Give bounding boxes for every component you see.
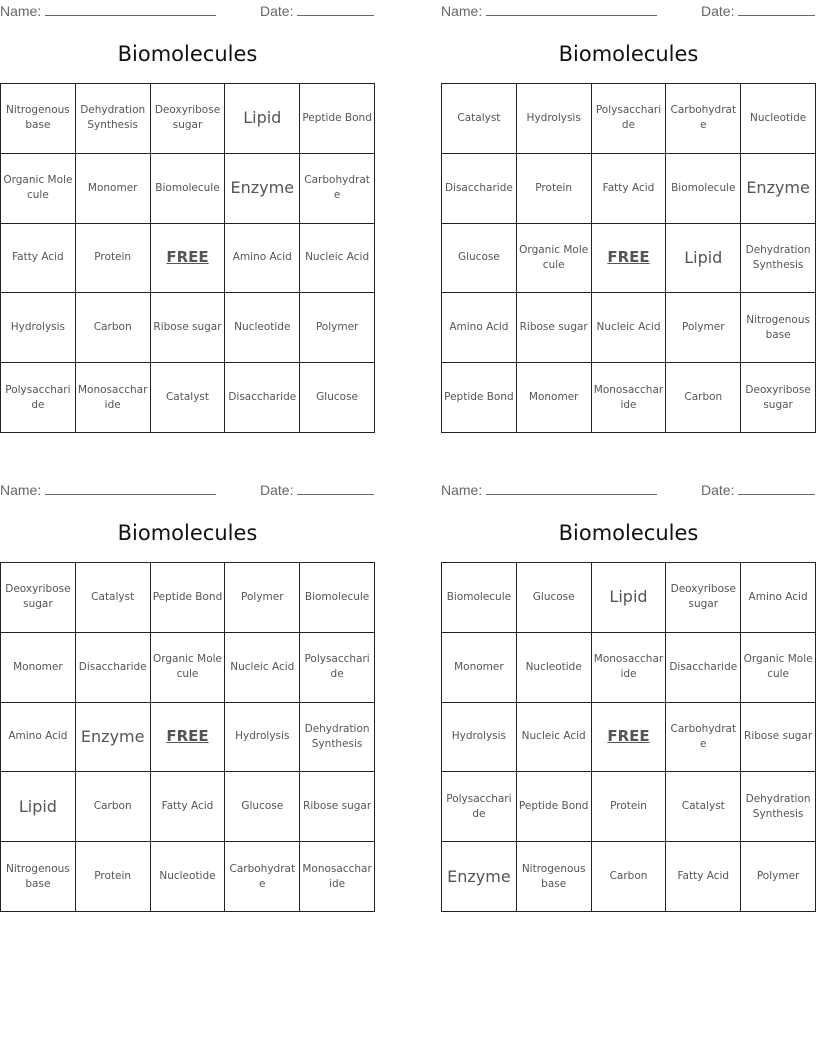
bingo-cell: Protein <box>76 842 151 912</box>
bingo-cell: Polymer <box>741 842 816 912</box>
header-line <box>0 2 375 20</box>
name-label: Name: <box>0 3 42 19</box>
bingo-cell: Carbohydrate <box>666 703 741 773</box>
date-blank <box>297 481 374 495</box>
bingo-cell: Disaccharide <box>666 633 741 703</box>
bingo-cell: Carbohydrate <box>225 842 300 912</box>
bingo-cell: Protein <box>517 154 592 224</box>
name-blank <box>45 481 216 495</box>
date-field <box>701 481 815 498</box>
bingo-cell: Peptide Bond <box>442 363 517 433</box>
card-title: Biomolecules <box>558 521 699 545</box>
name-label: Name: <box>441 3 483 19</box>
bingo-cell: Monosaccharide <box>76 363 151 433</box>
bingo-cell: Organic Molecule <box>1 154 76 224</box>
bingo-cell: Peptide Bond <box>300 84 375 154</box>
bingo-cell: Nitrogenous base <box>741 293 816 363</box>
name-blank <box>486 481 657 495</box>
bingo-cell: Glucose <box>225 772 300 842</box>
bingo-cell: Carbohydrate <box>666 84 741 154</box>
bingo-cell: Carbon <box>592 842 667 912</box>
date-blank <box>738 481 815 495</box>
bingo-cell: Organic Molecule <box>741 633 816 703</box>
bingo-cell: Hydrolysis <box>225 703 300 773</box>
bingo-cell: Hydrolysis <box>1 293 76 363</box>
bingo-cell: Nucleotide <box>517 633 592 703</box>
bingo-cell: Monomer <box>517 363 592 433</box>
bingo-cell: Catalyst <box>442 84 517 154</box>
bingo-cell: Dehydration Synthesis <box>76 84 151 154</box>
bingo-cell: Carbohydrate <box>300 154 375 224</box>
name-field <box>0 2 216 19</box>
bingo-cell: Polysaccharide <box>1 363 76 433</box>
bingo-cell: Amino Acid <box>225 224 300 294</box>
date-label: Date: <box>260 3 294 19</box>
bingo-cell: Dehydration Synthesis <box>741 224 816 294</box>
bingo-cell: Ribose sugar <box>151 293 226 363</box>
bingo-cell: Enzyme <box>741 154 816 224</box>
bingo-grid <box>441 562 816 912</box>
bingo-cell: Polymer <box>666 293 741 363</box>
bingo-card <box>441 479 816 919</box>
bingo-cell: Dehydration Synthesis <box>300 703 375 773</box>
bingo-cell: Organic Molecule <box>151 633 226 703</box>
bingo-cell: Biomolecule <box>442 563 517 633</box>
bingo-cell: Amino Acid <box>1 703 76 773</box>
bingo-cell: Peptide Bond <box>151 563 226 633</box>
bingo-cell: Monosaccharide <box>300 842 375 912</box>
bingo-cell: Disaccharide <box>76 633 151 703</box>
bingo-cell: Nucleotide <box>741 84 816 154</box>
bingo-cell: Monosaccharide <box>592 633 667 703</box>
bingo-card <box>0 479 375 919</box>
bingo-cell: Protein <box>76 224 151 294</box>
free-space: FREE <box>151 224 226 294</box>
date-label: Date: <box>701 3 735 19</box>
bingo-cell: Nucleotide <box>151 842 226 912</box>
date-label: Date: <box>701 482 735 498</box>
name-field <box>0 481 216 498</box>
bingo-cell: Carbon <box>76 772 151 842</box>
bingo-cell: Nucleotide <box>225 293 300 363</box>
date-blank <box>738 2 815 16</box>
card-title: Biomolecules <box>117 521 258 545</box>
bingo-cell: Nucleic Acid <box>592 293 667 363</box>
date-label: Date: <box>260 482 294 498</box>
bingo-cell: Biomolecule <box>666 154 741 224</box>
bingo-cell: Enzyme <box>225 154 300 224</box>
bingo-card <box>0 0 375 440</box>
bingo-cell: Fatty Acid <box>1 224 76 294</box>
card-title: Biomolecules <box>117 42 258 66</box>
bingo-cell: Nucleic Acid <box>300 224 375 294</box>
bingo-cell: Fatty Acid <box>151 772 226 842</box>
header-line <box>441 2 816 20</box>
bingo-cell: Monomer <box>1 633 76 703</box>
bingo-cell: Lipid <box>1 772 76 842</box>
bingo-cell: Deoxyribose sugar <box>151 84 226 154</box>
bingo-cell: Carbon <box>76 293 151 363</box>
bingo-cell: Disaccharide <box>442 154 517 224</box>
bingo-cell: Deoxyribose sugar <box>1 563 76 633</box>
bingo-cell: Polysaccharide <box>442 772 517 842</box>
bingo-cell: Polysaccharide <box>300 633 375 703</box>
bingo-card <box>441 0 816 440</box>
card-title: Biomolecules <box>558 42 699 66</box>
bingo-cell: Catalyst <box>666 772 741 842</box>
bingo-cell: Ribose sugar <box>741 703 816 773</box>
bingo-cell: Polymer <box>300 293 375 363</box>
bingo-grid <box>0 83 375 433</box>
name-blank <box>45 2 216 16</box>
bingo-cell: Deoxyribose sugar <box>741 363 816 433</box>
bingo-cell: Nitrogenous base <box>1 842 76 912</box>
bingo-cell: Polysaccharide <box>592 84 667 154</box>
free-space: FREE <box>151 703 226 773</box>
bingo-cell: Lipid <box>666 224 741 294</box>
bingo-cell: Monosaccharide <box>592 363 667 433</box>
bingo-cell: Ribose sugar <box>300 772 375 842</box>
bingo-grid <box>0 562 375 912</box>
bingo-cell: Nitrogenous base <box>1 84 76 154</box>
bingo-cell: Biomolecule <box>300 563 375 633</box>
bingo-cell: Peptide Bond <box>517 772 592 842</box>
bingo-cell: Monomer <box>442 633 517 703</box>
bingo-cell: Glucose <box>442 224 517 294</box>
bingo-cell: Lipid <box>592 563 667 633</box>
name-field <box>441 481 657 498</box>
bingo-cell: Hydrolysis <box>442 703 517 773</box>
bingo-cell: Dehydration Synthesis <box>741 772 816 842</box>
bingo-cell: Monomer <box>76 154 151 224</box>
bingo-cell: Lipid <box>225 84 300 154</box>
header-line <box>0 481 375 499</box>
bingo-cell: Hydrolysis <box>517 84 592 154</box>
name-blank <box>486 2 657 16</box>
free-space: FREE <box>592 703 667 773</box>
bingo-cell: Glucose <box>300 363 375 433</box>
bingo-cell: Polymer <box>225 563 300 633</box>
bingo-cell: Carbon <box>666 363 741 433</box>
date-field <box>260 481 374 498</box>
bingo-cell: Catalyst <box>151 363 226 433</box>
bingo-cell: Deoxyribose sugar <box>666 563 741 633</box>
bingo-cell: Enzyme <box>76 703 151 773</box>
bingo-cell: Nucleic Acid <box>225 633 300 703</box>
bingo-cell: Catalyst <box>76 563 151 633</box>
bingo-cell: Biomolecule <box>151 154 226 224</box>
bingo-cell: Organic Molecule <box>517 224 592 294</box>
date-field <box>260 2 374 19</box>
header-line <box>441 481 816 499</box>
name-label: Name: <box>0 482 42 498</box>
name-field <box>441 2 657 19</box>
free-space: FREE <box>592 224 667 294</box>
bingo-cell: Protein <box>592 772 667 842</box>
bingo-cell: Nucleic Acid <box>517 703 592 773</box>
bingo-cell: Fatty Acid <box>592 154 667 224</box>
bingo-cell: Glucose <box>517 563 592 633</box>
name-label: Name: <box>441 482 483 498</box>
bingo-cell: Disaccharide <box>225 363 300 433</box>
bingo-cell: Fatty Acid <box>666 842 741 912</box>
bingo-cell: Amino Acid <box>442 293 517 363</box>
bingo-cell: Ribose sugar <box>517 293 592 363</box>
date-field <box>701 2 815 19</box>
bingo-cell: Nitrogenous base <box>517 842 592 912</box>
date-blank <box>297 2 374 16</box>
bingo-cell: Amino Acid <box>741 563 816 633</box>
bingo-cell: Enzyme <box>442 842 517 912</box>
bingo-grid <box>441 83 816 433</box>
